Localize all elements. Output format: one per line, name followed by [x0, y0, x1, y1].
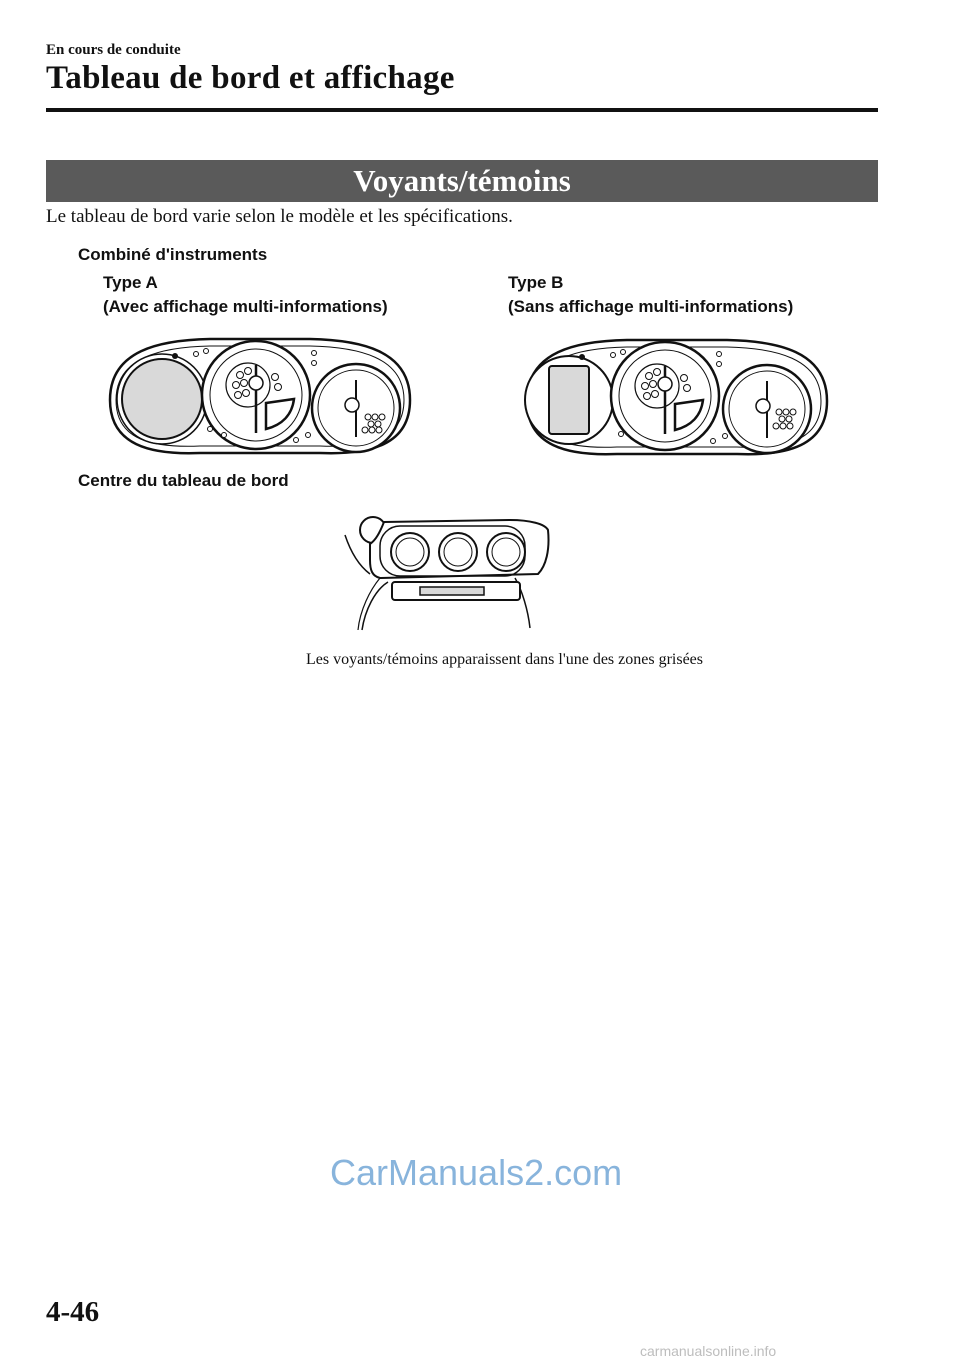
- title-rule: [46, 108, 878, 112]
- section-banner: Voyants/témoins: [46, 160, 878, 202]
- label-type-b-sub: (Sans affichage multi-informations): [508, 297, 794, 316]
- highlight-zone-display: [122, 359, 202, 439]
- section-kicker: En cours de conduite: [46, 42, 181, 58]
- label-type-b: Type B: [508, 273, 564, 292]
- highlight-zone-panel: [549, 366, 589, 434]
- chapter-title: Tableau de bord et affichage: [46, 60, 455, 96]
- highlight-zone-centre: [420, 587, 484, 595]
- label-cluster: Combiné d'instruments: [78, 245, 268, 264]
- cluster-type-b-illustration: [517, 326, 837, 466]
- footer-site: carmanualsonline.info: [640, 1343, 777, 1359]
- watermark-text: CarManuals2.com: [330, 1152, 623, 1193]
- centre-console-illustration: [340, 510, 560, 635]
- cluster-type-a-illustration: [100, 325, 420, 465]
- label-type-a-sub: (Avec affichage multi-informations): [103, 297, 388, 316]
- label-centre: Centre du tableau de bord: [78, 471, 289, 490]
- figure-caption: Les voyants/témoins apparaissent dans l'une des zones grisées: [306, 651, 704, 668]
- label-type-a: Type A: [103, 273, 158, 292]
- page-number: 4-46: [46, 1296, 100, 1328]
- intro-text: Le tableau de bord varie selon le modèle et les spécifications.: [46, 206, 513, 227]
